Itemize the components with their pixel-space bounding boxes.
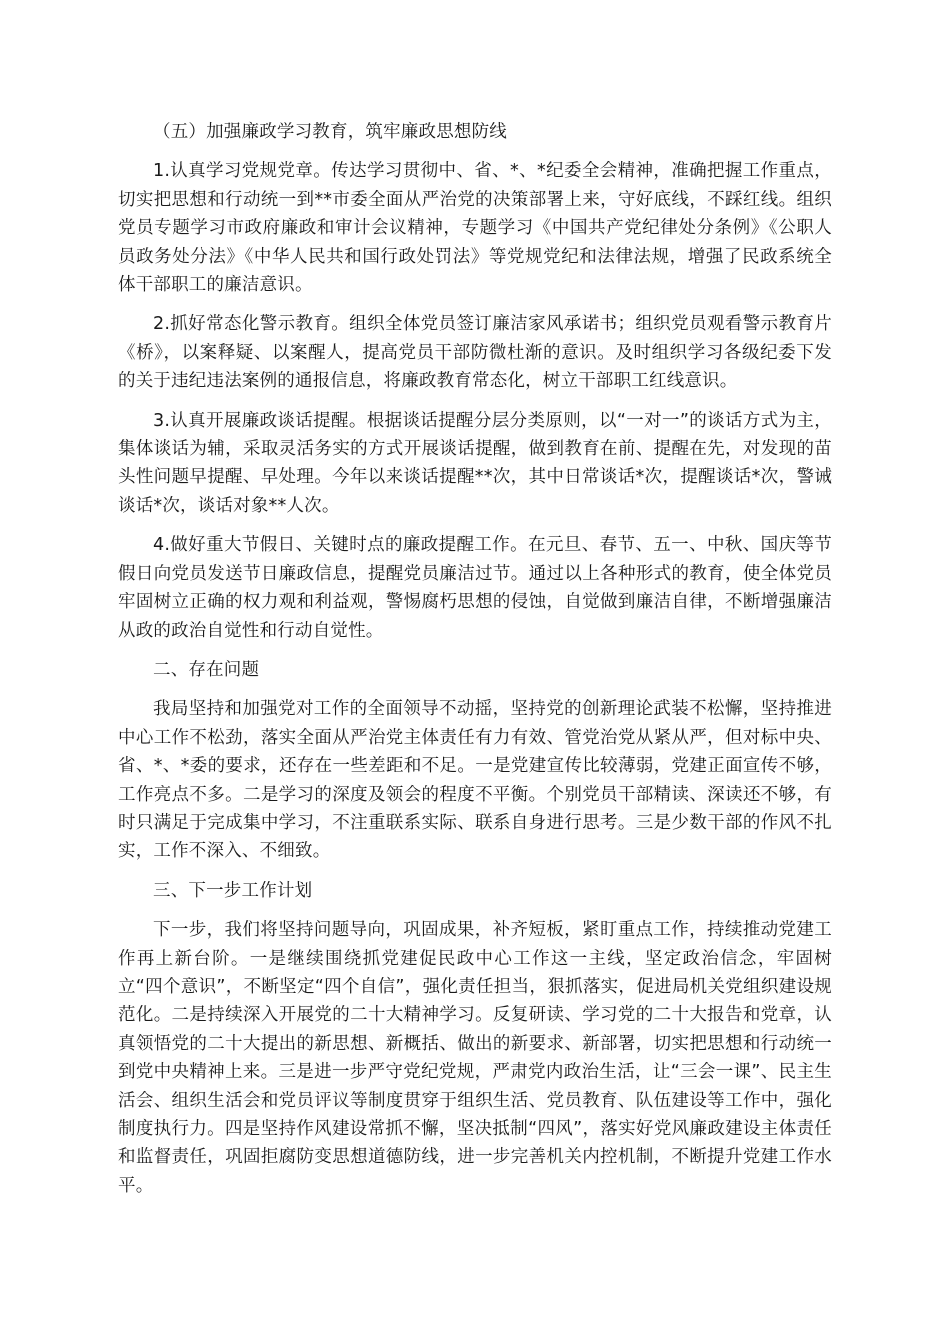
paragraph-4: 4.做好重大节假日、关键时点的廉政提醒工作。在元旦、春节、五一、中秋、国庆等节假日向党员发送节日廉政信息，提醒党员廉洁过节。通过以上各种形式的教育，使全体党员牢固树立正确的权力观和利益观，警惕腐朽思想的侵蚀，自觉做到廉洁自律，不断增强廉洁从政的政治自觉性和行动自觉性。 [118, 535, 832, 641]
paragraph-2: 2.抓好常态化警示教育。组织全体党员签订廉洁家风承诺书；组织党员观看警示教育片《桥》，以案释疑、以案醒人，提高党员干部防微杜渐的意识。及时组织学习各级纪委下发的关于违纪违法案例的通报信息，将廉政教育常态化，树立干部职工红线意识。 [118, 314, 832, 392]
paragraph-problems: 我局坚持和加强党对工作的全面领导不动摇，坚持党的创新理论武装不松懈，坚持推进中心工作不松劲，落实全面从严治党主体责任有力有效、管党治党从紧从严，但对标中央、省、*、*委的要求，还存在一些差距和不足。一是党建宣传比较薄弱，党建正面宣传不够，工作亮点不多。二是学习的深度及领会的程度不平衡。个别党员干部精读、深读还不够，有时只满足于完成集中学习，不注重联系实际、联系自身进行思考。三是少数干部的作风不扎实，工作不深入、不细致。 [118, 699, 832, 862]
paragraph-3: 3.认真开展廉政谈话提醒。根据谈话提醒分层分类原则，以“一对一”的谈话方式为主，集体谈话为辅，采取灵活务实的方式开展谈话提醒，做到教育在前、提醒在先，对发现的苗头性问题早提醒、早处理。今年以来谈话提醒**次，其中日常谈话*次，提醒谈话*次，警诫谈话*次，谈话对象**人次。 [118, 410, 832, 516]
section-heading-5: （五）加强廉政学习教育，筑牢廉政思想防线 [153, 122, 507, 142]
section-heading-problems: 二、存在问题 [153, 659, 260, 680]
section-heading-next-steps: 三、下一步工作计划 [153, 880, 313, 901]
paragraph-1: 1.认真学习党规党章。传达学习贯彻中、省、*、*纪委全会精神，准确把握工作重点，切实把思想和行动统一到**市委全面从严治党的决策部署上来，守好底线，不踩红线。组织党员专题学习市政府廉政和审计会议精神，专题学习《中国共产党纪律处分条例》《公职人员政务处分法》《中华人民共和国行政处罚法》等党规党纪和法律法规，增强了民政系统全体干部职工的廉洁意识。 [118, 161, 832, 296]
paragraph-next-steps: 下一步，我们将坚持问题导向，巩固成果，补齐短板，紧盯重点工作，持续推动党建工作再上新台阶。一是继续围绕抓党建促民政中心工作这一主线，坚定政治信念，牢固树立“四个意识”，不断坚定“四个自信”，强化责任担当，狠抓落实，促进局机关党组织建设规范化。二是持续深入开展党的二十大精神学习。反复研读、学习党的二十大报告和党章，认真领悟党的二十大提出的新思想、新概括、做出的新要求、新部署，切实把思想和行动统一到党中央精神上来。三是进一步严守党纪党规，严肃党内政治生活，让“三会一课”、民主生活会、组织生活会和党员评议等制度贯穿于组织生活、党员教育、队伍建设等工作中，强化制度执行力。四是坚持作风建设常抓不懈，坚决抵制“四风”，落实好党风廉政建设主体责任和监督责任，巩固拒腐防变思想道德防线，进一步完善机关内控机制，不断提升党建工作水平。 [118, 920, 832, 1196]
